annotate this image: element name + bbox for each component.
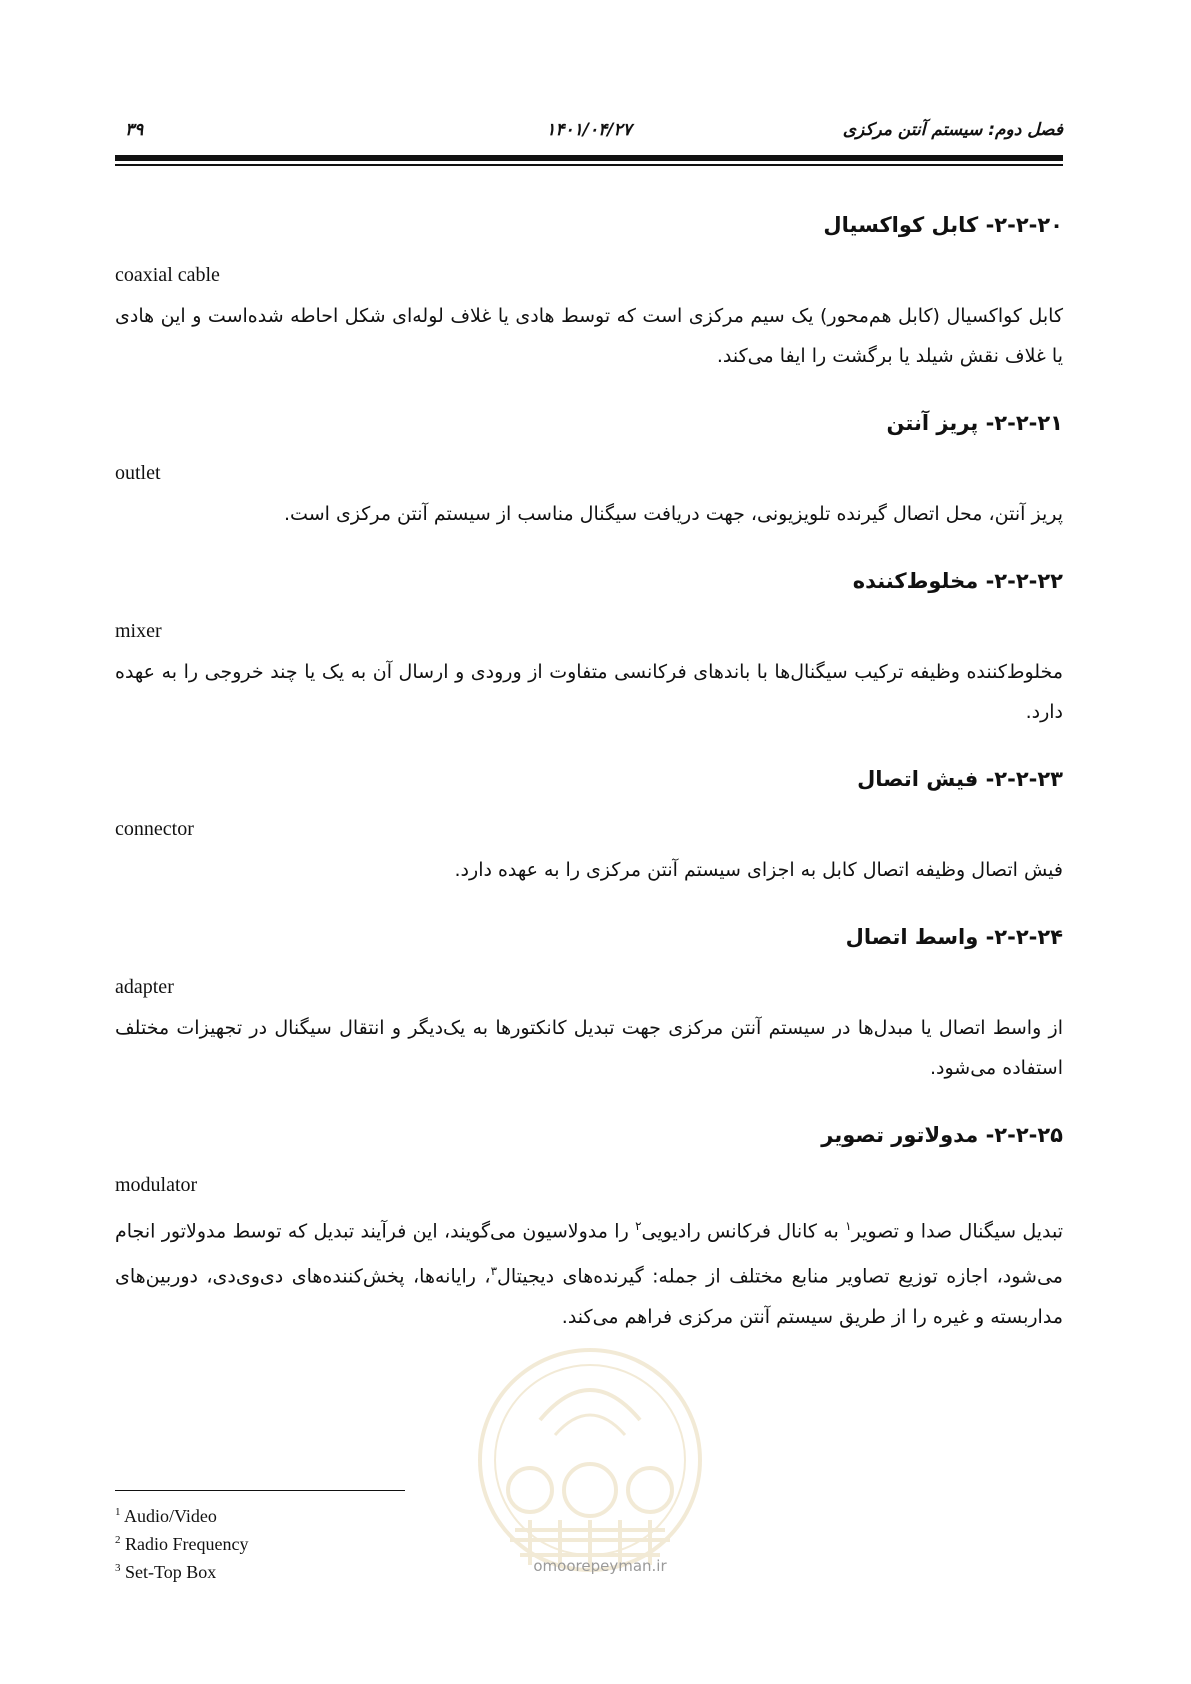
section-coaxial-cable [115,210,1063,376]
section-english-term: outlet [115,462,161,484]
footnote-ref[interactable]: ۲ [635,1219,642,1233]
footnote-text: Set-Top Box [125,1562,217,1582]
footnote-ref[interactable]: ۳ [490,1264,498,1279]
footnote-item [115,1556,515,1584]
section-title: ۲-۲-۲۰- کابل کواکسیال [823,213,1063,237]
section-modulator [115,1120,1063,1337]
chapter-title: فصل دوم: سیستم آنتن مرکزی [842,120,1063,140]
footnote-mark: 2 [115,1534,121,1546]
section-body: از واسط اتصال یا مبدل‌ها در سیستم آنتن مرکزی جهت تبدیل کانکتورها به یک‌دیگر و انتقال سیگنال در تجهیزات مختلف استفاده می‌شود. [115,1017,1063,1079]
footnote-separator [115,1490,405,1491]
section-body: فیش اتصال وظیفه اتصال کابل به اجزای سیستم آنتن مرکزی را به عهده دارد. [454,859,1063,881]
watermark-url: omoorepeyman.ir [533,1557,667,1575]
section-body: پریز آنتن، محل اتصال گیرنده تلویزیونی، جهت دریافت سیگنال مناسب از سیستم آنتن مرکزی است. [284,503,1063,525]
footnote-ref[interactable]: ۱ [845,1219,852,1233]
body-text: را مدولاسیون می‌گویند، این فرآیند تبدیل که توسط مدولاتور انجام می‌شود، اجازه توزیع تصاویر منابع مختلف از جمله: گیرنده‌های دیجیتال [115,1220,1063,1288]
section-outlet [115,408,1063,534]
header-rule-thick [115,155,1063,161]
footnote-item [115,1528,515,1556]
body-text: ، رایانه‌ها، پخش‌کننده‌های دی‌وی‌دی، دوربین‌های مداربسته و غیره را از طریق سیستم آنتن مرکزی فراهم می‌کند. [115,1265,1063,1328]
footnote-text: Audio/Video [124,1506,217,1526]
section-english-term: connector [115,818,194,840]
footnote-mark: 1 [115,1506,121,1518]
footnotes [115,1500,515,1584]
document-body [115,210,1063,1369]
body-text: به کانال فرکانس رادیویی [641,1220,846,1243]
page-number: ۳۹ [125,120,144,140]
header-rule-thin [115,164,1063,166]
section-english-term: mixer [115,620,162,642]
section-adapter [115,922,1063,1088]
header-date: ۱۴۰۱/۰۴/۲۷ [546,120,632,140]
footnote-item [115,1500,515,1528]
footnote-text: Radio Frequency [125,1534,249,1554]
section-mixer [115,566,1063,732]
body-text: تبدیل سیگنال صدا و تصویر [851,1220,1064,1243]
section-body [115,1206,1063,1337]
page-header [115,120,1063,148]
section-english-term: modulator [115,1174,198,1196]
section-body: مخلوط‌کننده وظیفه ترکیب سیگنال‌ها با باندهای فرکانسی متفاوت از ورودی و ارسال آن به یک یا چند خروجی را به عهده دارد. [115,661,1063,723]
section-body: کابل کواکسیال (کابل هم‌محور) یک سیم مرکزی است که توسط هادی یا غلاف لوله‌ای شکل احاطه شده‌است و این هادی یا غلاف نقش شیلد یا برگشت را ایفا می‌کند. [115,305,1063,367]
section-title: ۲-۲-۲۲- مخلوط‌کننده [852,569,1063,593]
section-english-term: coaxial cable [115,264,220,286]
section-connector [115,764,1063,890]
section-title: ۲-۲-۲۳- فیش اتصال [857,767,1063,791]
section-english-term: adapter [115,976,174,998]
footnote-mark: 3 [115,1562,121,1574]
section-title: ۲-۲-۲۴- واسط اتصال [845,925,1063,949]
section-title: ۲-۲-۲۱- پریز آنتن [886,411,1063,435]
section-title: ۲-۲-۲۵- مدولاتور تصویر [821,1123,1063,1147]
